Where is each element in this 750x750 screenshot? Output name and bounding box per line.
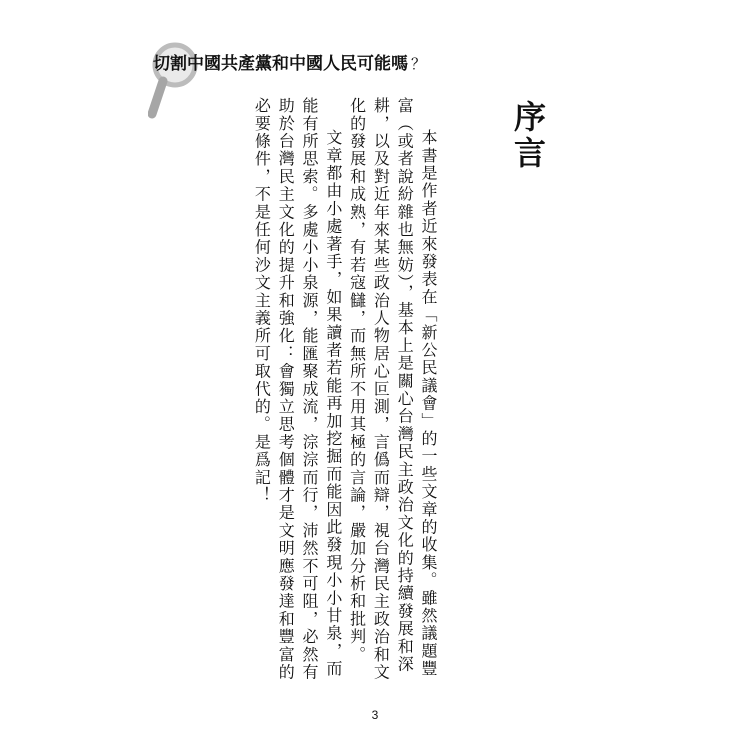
paragraph-2: 文章都由小處著手，如果讀者若能再加挖掘而能因此發現小小甘泉，而能有所思索。多處小小泉源，能匯聚成流，淙淙而行，沛然不可阻，必然有助於台灣民主文化的提升和強化：會獨立思考個體才是文明應發達和豐富的必要條件，不是任何沙文主義所可取代的。是爲記！ [252, 97, 343, 682]
body-text [250, 97, 440, 692]
page-number: 3 [371, 708, 379, 722]
book-title-text: 切割中國共產黨和中國人民可能嗎 [153, 54, 408, 74]
book-title [153, 49, 426, 74]
chapter-title: 序言 [509, 100, 547, 172]
paragraph-1: 本書是作者近來發表在「新公民議會」的一些文章的收集。雖然議題豐富（或者說紛雜也無妨），基本上是關心台灣民主政治文化的持續發展和深耕，以及對近年來某些政治人物居心叵測，言僞而辯，視台灣民主政治和文化的發展和成熟，有若寇讎，而無所不用其極的言論，嚴加分析和批判。 [347, 97, 438, 682]
title-question-mark: ？ [411, 55, 427, 73]
running-header [148, 40, 708, 80]
